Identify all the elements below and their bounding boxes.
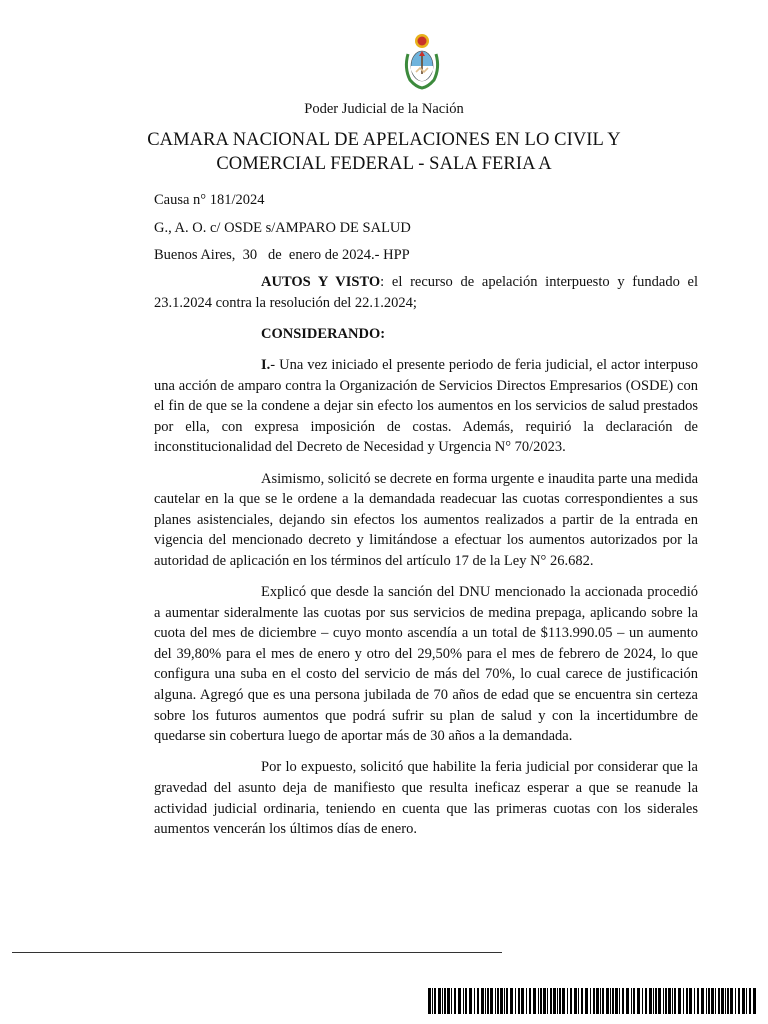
barcode-bar — [434, 988, 436, 1014]
national-seal-icon — [400, 30, 444, 90]
barcode-bar — [610, 988, 611, 1014]
barcode-bar — [438, 988, 441, 1014]
barcode-bar — [510, 988, 513, 1014]
autos-paragraph — [154, 272, 698, 313]
barcode-bar — [540, 988, 542, 1014]
barcode-bar — [600, 988, 601, 1014]
barcode-bar — [518, 988, 520, 1014]
barcode-bar — [697, 988, 699, 1014]
barcode-bar — [447, 988, 450, 1014]
barcode-bar — [653, 988, 654, 1014]
resolution-body — [154, 272, 698, 850]
barcode-bar — [515, 988, 516, 1014]
barcode-bar — [529, 988, 531, 1014]
barcode-bar — [543, 988, 546, 1014]
barcode-bar — [622, 988, 624, 1014]
barcode-bar — [649, 988, 652, 1014]
barcode-bar — [538, 988, 539, 1014]
section-number: I. — [261, 356, 271, 373]
barcode-bar — [469, 988, 472, 1014]
barcode-bar — [444, 988, 446, 1014]
barcode-bar — [593, 988, 595, 1014]
barcode — [428, 988, 758, 1014]
barcode-bar — [567, 988, 568, 1014]
barcode-bar — [500, 988, 503, 1014]
barcode-bar — [615, 988, 618, 1014]
barcode-bar — [672, 988, 673, 1014]
barcode-bar — [619, 988, 620, 1014]
barcode-bar — [735, 988, 736, 1014]
barcode-bar — [474, 988, 475, 1014]
barcode-bar — [645, 988, 647, 1014]
barcode-bar — [678, 988, 681, 1014]
barcode-bar — [463, 988, 464, 1014]
barcode-bar — [559, 988, 561, 1014]
barcode-bar — [432, 988, 433, 1014]
barcode-bar — [581, 988, 583, 1014]
barcode-bar — [683, 988, 684, 1014]
barcode-bar — [550, 988, 552, 1014]
barcode-bar — [485, 988, 486, 1014]
barcode-bar — [487, 988, 489, 1014]
barcode-bar — [454, 988, 456, 1014]
barcode-bar — [526, 988, 527, 1014]
barcode-bar — [428, 988, 431, 1014]
barcode-bar — [708, 988, 710, 1014]
barcode-bar — [442, 988, 443, 1014]
court-name-line-2: COMERCIAL FEDERAL - SALA FERIA A — [216, 154, 552, 174]
barcode-bar — [727, 988, 729, 1014]
barcode-bar — [663, 988, 664, 1014]
barcode-bar — [730, 988, 733, 1014]
barcode-bar — [557, 988, 558, 1014]
barcode-bar — [674, 988, 676, 1014]
barcode-bar — [715, 988, 716, 1014]
barcode-bar — [746, 988, 747, 1014]
barcode-bar — [533, 988, 536, 1014]
barcode-bar — [686, 988, 688, 1014]
barcode-bar — [547, 988, 548, 1014]
barcode-bar — [578, 988, 579, 1014]
case-caption: G., A. O. c/ OSDE s/AMPARO DE SALUD — [154, 220, 411, 236]
barcode-bar — [596, 988, 599, 1014]
barcode-bar — [626, 988, 629, 1014]
barcode-bar — [477, 988, 479, 1014]
barcode-bar — [742, 988, 745, 1014]
barcode-bar — [701, 988, 704, 1014]
case-number: Causa n° 181/2024 — [154, 192, 265, 208]
barcode-bar — [612, 988, 614, 1014]
barcode-bar — [633, 988, 635, 1014]
barcode-bar — [725, 988, 726, 1014]
barcode-bar — [602, 988, 604, 1014]
barcode-bar — [458, 988, 461, 1014]
barcode-bar — [749, 988, 751, 1014]
barcode-bar — [665, 988, 667, 1014]
barcode-bar — [553, 988, 556, 1014]
barcode-bar — [590, 988, 591, 1014]
barcode-bar — [721, 988, 724, 1014]
barcode-bar — [658, 988, 661, 1014]
barcode-bar — [481, 988, 484, 1014]
barcode-bar — [606, 988, 609, 1014]
barcode-bar — [642, 988, 643, 1014]
barcode-bar — [738, 988, 740, 1014]
barcode-bar — [521, 988, 524, 1014]
paragraph-1-text: - Una vez iniciado el presente periodo de feria judicial, el actor interpuso una acción de amparo contra la Organización de Servicios Directos Empresarios (OSDE) con el fin de que se la condene a dejar sin efecto los aumentos en los servicios de salud prestados por ella, con expresa imposición de costas. Además, requirió la declaración de inconstitucionalidad del Decreto de Necesidad y Urgencia N° 70/2023. — [154, 356, 698, 456]
barcode-bar — [585, 988, 588, 1014]
paragraph-1 — [154, 355, 698, 458]
paragraph-3: Explicó que desde la sanción del DNU mencionado la accionada procedió a aumentar sideralmente las cuotas por sus servicios de medina prepaga, aplicando sobre la cuota del mes de diciembre – cuyo monto ascendía a un total de $113.990.05 – un aumento del 39,80% para el mes de enero y otro del 29,50% para el mes de febrero de 2024, lo que configura una suba en el costo del servicio de más del 70%, lo cual carece de justificación alguna. Agregó que es una persona jubilada de 70 años de edad que se encuentra sin certeza sobre los futuros aumentos que podrá sufrir su plan de salud y con la incertidumbre de quedarse sin cobertura luego de aportar más de 30 años a la demandada. — [154, 584, 698, 745]
barcode-bar — [495, 988, 496, 1014]
barcode-bar — [706, 988, 707, 1014]
barcode-bar — [490, 988, 493, 1014]
barcode-bar — [465, 988, 467, 1014]
barcode-bar — [711, 988, 714, 1014]
autos-text: : el recurso de apelación interpuesto y fundado el 23.1.2024 contra la resolución del 22.1.2024; — [154, 274, 699, 311]
considerando-heading: CONSIDERANDO: — [261, 325, 386, 342]
barcode-bar — [694, 988, 695, 1014]
barcode-bar — [689, 988, 692, 1014]
place-date: Buenos Aires, 30 de enero de 2024.- HPP — [154, 247, 410, 263]
court-name-line-1: CAMARA NACIONAL DE APELACIONES EN LO CIVIL Y — [147, 130, 621, 150]
barcode-bar — [574, 988, 577, 1014]
court-name — [0, 128, 768, 176]
paragraph-2: Asimismo, solicitó se decrete en forma urgente e inaudita parte una medida cautelar en la que se le ordene a la demandada readecuar las cuotas correspondientes a sus planes asistenciales, dejando sin efectos los aumentos realizados a partir de la entrada en vigencia del mencionado decreto y limitándose a efectuar los aumentos autorizados por la autoridad de aplicación en los términos del artículo 17 de la Ley N° 26.682. — [154, 470, 699, 569]
autos-label: AUTOS Y VISTO — [261, 274, 381, 290]
footer-divider — [12, 952, 502, 953]
barcode-bar — [451, 988, 452, 1014]
paragraph-4: Por lo expuesto, solicitó que habilite la feria judicial por considerar que la gravedad del asunto deja de manifiesto que resulta ineficaz esperar a que se reanude la actividad judicial ordinaria, teniendo en cuenta que las primeras cuotas con los siderales aumentos vencerán los últimos días de enero. — [154, 759, 698, 838]
barcode-bar — [637, 988, 640, 1014]
barcode-bar — [562, 988, 565, 1014]
barcode-bar — [570, 988, 572, 1014]
barcode-bar — [504, 988, 505, 1014]
barcode-bar — [753, 988, 756, 1014]
barcode-bar — [631, 988, 632, 1014]
barcode-bar — [506, 988, 508, 1014]
barcode-bar — [497, 988, 499, 1014]
institution-name: Poder Judicial de la Nación — [304, 101, 464, 117]
barcode-bar — [655, 988, 657, 1014]
barcode-bar — [718, 988, 720, 1014]
barcode-bar — [668, 988, 671, 1014]
